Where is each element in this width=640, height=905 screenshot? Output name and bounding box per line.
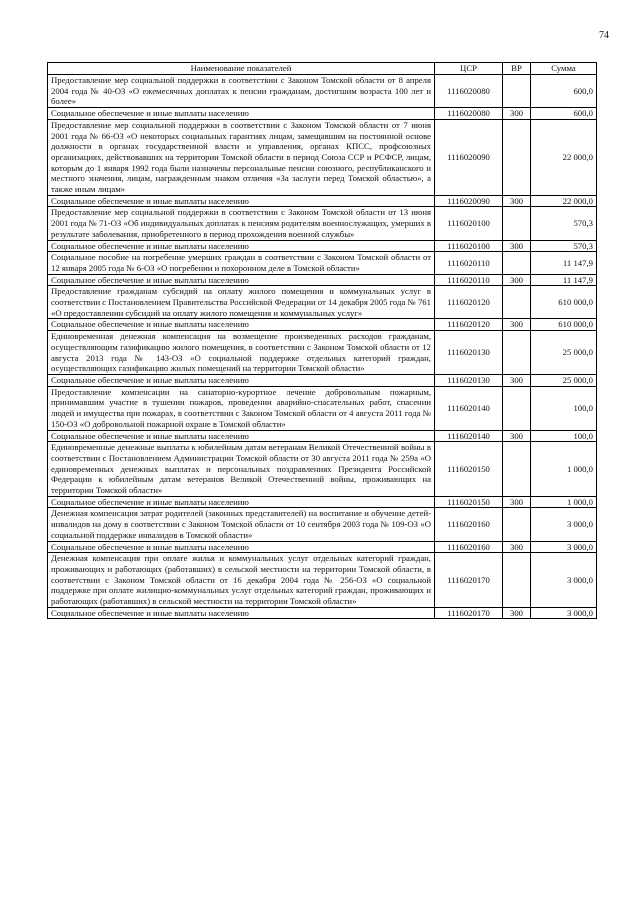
row-sum: 3 000,0: [531, 541, 597, 553]
table-row: [48, 331, 597, 375]
row-vr: [503, 386, 531, 430]
row-csr: 1116020120: [435, 286, 503, 319]
row-sum: 570,3: [531, 207, 597, 240]
table-row: [48, 442, 597, 497]
row-sum: 3 000,0: [531, 508, 597, 541]
row-sum: 25 000,0: [531, 331, 597, 375]
budget-table: [47, 62, 597, 619]
row-csr: 1116020140: [435, 386, 503, 430]
row-sum: 22 000,0: [531, 119, 597, 195]
row-name: Предоставление мер социальной поддержки в соответствии с Законом Томской области от 13 июня 2001 года № 71-ОЗ «Об индивидуальных доплатах к пенсиям родителям военнослужащих, умерших в результате заболевания, приобретенного в период прохождения военной службы»: [48, 207, 435, 240]
table-row: [48, 607, 597, 619]
row-sum: 610 000,0: [531, 286, 597, 319]
row-name: Социальное обеспечение и иные выплаты населению: [48, 374, 435, 386]
row-csr: 1116020150: [435, 496, 503, 508]
row-csr: 1116020170: [435, 607, 503, 619]
row-vr: 300: [503, 496, 531, 508]
row-sum: 570,3: [531, 240, 597, 252]
row-sum: 1 000,0: [531, 496, 597, 508]
table-row: [48, 195, 597, 207]
row-vr: 300: [503, 108, 531, 120]
header-sum: Сумма: [531, 63, 597, 75]
row-sum: 600,0: [531, 108, 597, 120]
row-csr: 1116020120: [435, 319, 503, 331]
table-row: [48, 108, 597, 120]
table-row: [48, 252, 597, 274]
row-sum: 3 000,0: [531, 607, 597, 619]
row-name: Денежная компенсация затрат родителей (законных представителей) на воспитание и обучение детей-инвалидов на дому в соответствии с Законом Томской области от 10 сентября 2003 года № 109-ОЗ «О социальной поддержке инвалидов в Томской области»: [48, 508, 435, 541]
page-number: 74: [599, 30, 609, 41]
row-sum: 22 000,0: [531, 195, 597, 207]
header-csr: ЦСР: [435, 63, 503, 75]
row-csr: 1116020160: [435, 541, 503, 553]
row-csr: 1116020090: [435, 119, 503, 195]
table-row: [48, 207, 597, 240]
row-csr: 1116020090: [435, 195, 503, 207]
row-name: Социальное обеспечение и иные выплаты населению: [48, 108, 435, 120]
row-vr: [503, 331, 531, 375]
row-csr: 1116020100: [435, 240, 503, 252]
row-vr: [503, 286, 531, 319]
table-header-row: [48, 63, 597, 75]
row-vr: [503, 207, 531, 240]
table-row: [48, 319, 597, 331]
row-name: Социальное обеспечение и иные выплаты населению: [48, 430, 435, 442]
row-sum: 1 000,0: [531, 442, 597, 497]
row-name: Денежная компенсация при оплате жилья и коммунальных услуг отдельных категорий граждан, проживающих и работающих (работавших) в сельской местности на территории Томской области, в соответствии с Законом Томской области от 16 декабря 2004 года № 256-ОЗ «О социальной поддержке при оплате жилищно-коммунальных услуг отдельных категорий граждан, проживающих и работающих (работавших) в сельской местности на территории Томской области»: [48, 553, 435, 608]
row-vr: [503, 252, 531, 274]
row-name: Предоставление мер социальной поддержки в соответствии с Законом Томской области от 8 апреля 2004 года № 40-ОЗ «О ежемесячных доплатах к пенсии гражданам, достигшим возраста 100 лет и более»: [48, 75, 435, 108]
row-sum: 100,0: [531, 386, 597, 430]
row-vr: [503, 119, 531, 195]
header-name: Наименование показателей: [48, 63, 435, 75]
table-row: [48, 119, 597, 195]
row-vr: 300: [503, 195, 531, 207]
row-name: Социальное обеспечение и иные выплаты населению: [48, 240, 435, 252]
row-vr: 300: [503, 240, 531, 252]
row-vr: [503, 508, 531, 541]
row-vr: [503, 75, 531, 108]
row-sum: 25 000,0: [531, 374, 597, 386]
row-vr: 300: [503, 319, 531, 331]
row-csr: 1116020110: [435, 252, 503, 274]
row-vr: [503, 553, 531, 608]
table-row: [48, 274, 597, 286]
table-row: [48, 386, 597, 430]
header-vr: ВР: [503, 63, 531, 75]
row-sum: 600,0: [531, 75, 597, 108]
table-row: [48, 374, 597, 386]
row-vr: 300: [503, 374, 531, 386]
row-csr: 1116020170: [435, 553, 503, 608]
row-csr: 1116020080: [435, 75, 503, 108]
row-csr: 1116020080: [435, 108, 503, 120]
table-row: [48, 553, 597, 608]
table-row: [48, 75, 597, 108]
row-vr: 300: [503, 430, 531, 442]
table-row: [48, 508, 597, 541]
row-sum: 100,0: [531, 430, 597, 442]
table-row: [48, 240, 597, 252]
row-sum: 11 147,9: [531, 252, 597, 274]
row-vr: 300: [503, 274, 531, 286]
row-name: Социальное обеспечение и иные выплаты населению: [48, 319, 435, 331]
table-row: [48, 541, 597, 553]
row-name: Предоставление компенсации на санаторно-курортное лечение добровольным пожарным, принимавшим участие в тушении пожаров, проведении аварийно-спасательных работ, спасении людей и имущества при пожарах, в соответствии с Законом Томской области от 4 августа 2011 года № 150-ОЗ «О добровольной пожарной охране в Томской области»: [48, 386, 435, 430]
row-name: Предоставление мер социальной поддержки в соответствии с Законом Томской области от 7 июня 2001 года № 66-ОЗ «О некоторых социальных гарантиях лицам, замещавшим на постоянной основе должности в органах государственной власти и управления, органах КПСС, профсоюзных организациях, действовавших на территории Томской области в период Союза ССР и РСФСР, лицам, которым до 1 января 1992 года были назначены персональные пенсии союзного, республиканского и местного значения, лицам, награжденным знаком отличия «За заслуги перед Томской областью», а также иным лицам»: [48, 119, 435, 195]
row-name: Единовременные денежные выплаты к юбилейным датам ветеранам Великой Отечественной войны в соответствии с Постановлением Администрации Томской области от 30 августа 2011 года № 259а «О единовременных денежных выплатах и персональных поздравлениях Президента Российской Федерации к юбилейным датам ветеранов Великой Отечественной войны, проживающих на территории Томской области»: [48, 442, 435, 497]
row-csr: 1116020150: [435, 442, 503, 497]
row-name: Предоставление гражданам субсидий на оплату жилого помещения и коммунальных услуг в соответствии с Постановлением Правительства Российской Федерации от 14 декабря 2005 года № 761 «О предоставлении субсидий на оплату жилого помещения и коммунальных услуг»: [48, 286, 435, 319]
row-csr: 1116020160: [435, 508, 503, 541]
row-name: Социальное обеспечение и иные выплаты населению: [48, 541, 435, 553]
row-name: Единовременная денежная компенсация на возмещение произведенных расходов гражданам, осуществляющим газификацию жилого помещения, в соответствии с Законом Томской области от 12 августа 2013 года № 143-ОЗ «О социальной поддержке отдельных категорий граждан, осуществляющих газификацию жилых помещений на территории Томской области»: [48, 331, 435, 375]
row-csr: 1116020110: [435, 274, 503, 286]
table-row: [48, 430, 597, 442]
table-row: [48, 286, 597, 319]
row-csr: 1116020140: [435, 430, 503, 442]
row-sum: 11 147,9: [531, 274, 597, 286]
row-name: Социальное обеспечение и иные выплаты населению: [48, 274, 435, 286]
row-name: Социальное обеспечение и иные выплаты населению: [48, 607, 435, 619]
row-sum: 610 000,0: [531, 319, 597, 331]
row-csr: 1116020130: [435, 331, 503, 375]
row-vr: 300: [503, 607, 531, 619]
row-vr: [503, 442, 531, 497]
row-csr: 1116020130: [435, 374, 503, 386]
row-name: Социальное пособие на погребение умерших граждан в соответствии с Законом Томской области от 12 января 2005 года № 6-ОЗ «О погребении и похоронном деле в Томской области»: [48, 252, 435, 274]
row-sum: 3 000,0: [531, 553, 597, 608]
table-row: [48, 496, 597, 508]
row-name: Социальное обеспечение и иные выплаты населению: [48, 195, 435, 207]
row-vr: 300: [503, 541, 531, 553]
row-csr: 1116020100: [435, 207, 503, 240]
row-name: Социальное обеспечение и иные выплаты населению: [48, 496, 435, 508]
